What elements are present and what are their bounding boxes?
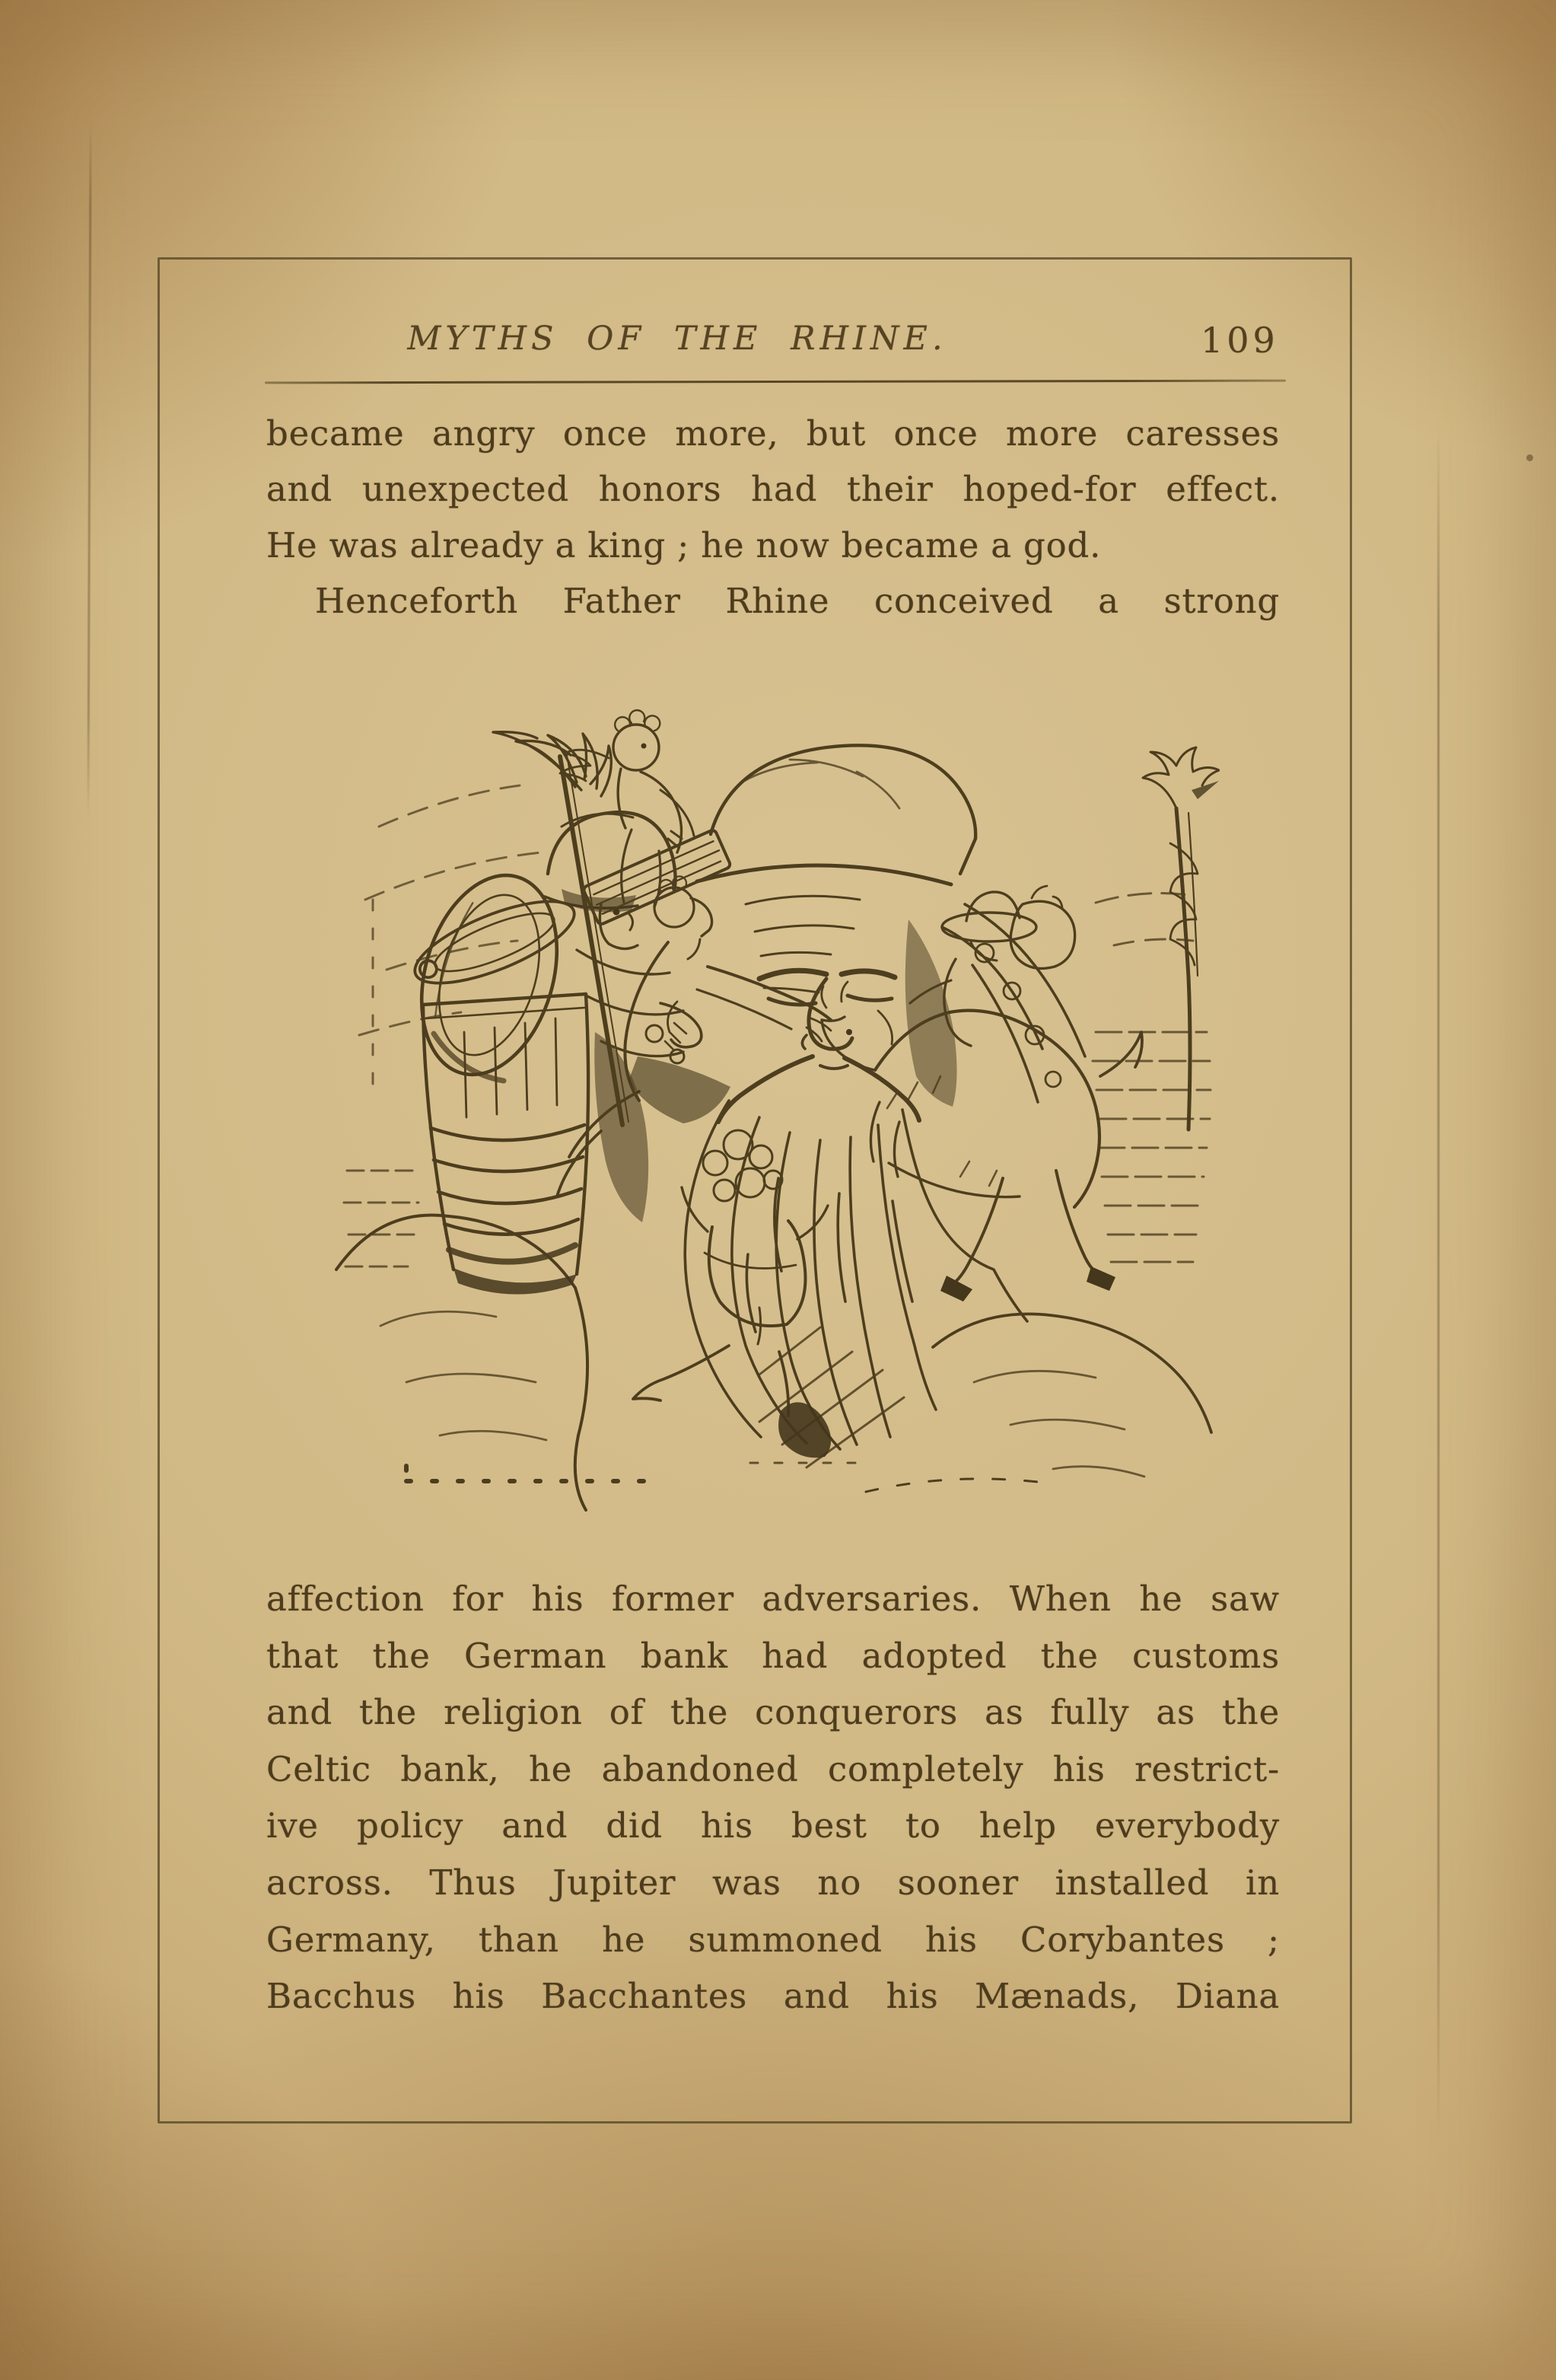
text-line: Bacchus his Bacchantes and his Mænads, Diana (266, 1976, 1280, 2017)
paragraph-bottom (266, 1571, 1280, 2025)
text-line: became angry once more, but once more caresses (266, 413, 1280, 454)
text-line: Henceforth Father Rhine conceived a strong (315, 581, 1280, 622)
illustration-container (333, 674, 1220, 1519)
running-title: MYTHS OF THE RHINE. (407, 320, 947, 358)
text-line: and unexpected honors had their hoped-for effect. (266, 469, 1280, 510)
text-line: He was already a king ; he now became a god. (266, 524, 1102, 566)
text-line: affection for his former adversaries. When he saw (266, 1579, 1280, 1619)
scan-page-edge-right (1437, 434, 1440, 2135)
paragraph-top (266, 406, 1280, 629)
text-line: across. Thus Jupiter was no sooner installed in (266, 1862, 1280, 1903)
text-line: that the German bank had adopted the customs (266, 1635, 1280, 1676)
text-line: ive policy and did his best to help everybody (266, 1805, 1280, 1846)
text-line: and the religion of the conquerors as fully as the (266, 1692, 1280, 1733)
scan-page-edge-left (87, 122, 91, 818)
paper-speck (1526, 454, 1533, 461)
father-rhine-illustration (333, 674, 1220, 1519)
text-line: Celtic bank, he abandoned completely his restrict- (266, 1748, 1280, 1789)
page-number: 109 (1201, 320, 1279, 361)
text-line: Germany, than he summoned his Corybantes ; (266, 1919, 1280, 1960)
